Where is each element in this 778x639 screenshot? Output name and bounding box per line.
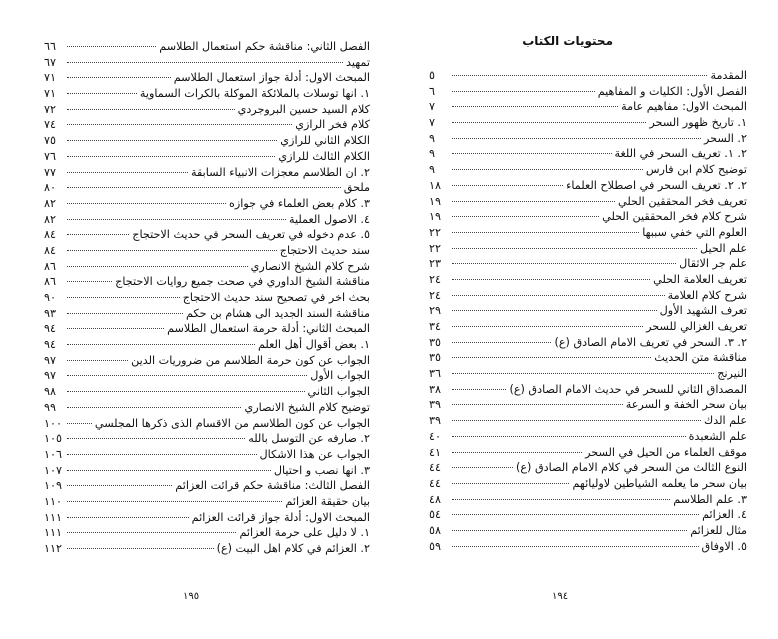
- toc-entry-label: الفصل الثاني: مناقشة حكم استعمال الطلاسم: [159, 40, 370, 53]
- toc-entry-label: ١. انها توسلات بالملائكة الموكلة بالكرات السماوية: [139, 87, 370, 101]
- dot-leader: [67, 407, 241, 408]
- dot-leader: [452, 169, 643, 170]
- toc-entry-label: ٢. ١. تعريف السحر في اللغة: [614, 147, 747, 161]
- toc-entry-label: ملحق: [343, 181, 370, 195]
- toc-entry-label: شرح كلام فخر المحققين الحلي: [602, 210, 747, 224]
- dot-leader: [67, 470, 271, 471]
- toc-entry: [44, 212, 370, 228]
- toc-entry-label: المقدمة: [710, 69, 747, 82]
- toc-entry-page: ٥٨: [429, 523, 442, 537]
- toc-entry: [429, 539, 747, 555]
- dot-leader: [67, 187, 341, 188]
- dot-leader: [67, 140, 277, 141]
- dot-leader: [452, 279, 650, 280]
- toc-entry: [429, 476, 747, 492]
- toc-entry-page: ٩٤: [44, 338, 57, 352]
- toc-entry-label: ٣. انها نصب و احتيال: [273, 463, 370, 477]
- toc-entry-page: ٩: [429, 147, 436, 161]
- toc-entry-page: ٨٢: [44, 212, 57, 226]
- toc-entry: [44, 290, 370, 306]
- toc-entry: [44, 259, 370, 275]
- dot-leader: [67, 156, 275, 157]
- toc-entry-page: ١١١: [44, 526, 63, 540]
- toc-entry-page: ١٩: [429, 194, 442, 208]
- toc-entry-label: توضيح كلام الشيخ الانصاري: [244, 400, 370, 414]
- toc-entry: [44, 227, 370, 243]
- table-of-contents-right: [429, 68, 747, 554]
- toc-entry: [429, 194, 747, 210]
- dot-leader: [67, 109, 235, 110]
- toc-entry-label: ٤. الاصول العملية: [288, 212, 370, 226]
- toc-entry: [429, 350, 747, 366]
- dot-leader: [452, 373, 714, 374]
- toc-entry-page: ٧٧: [44, 165, 57, 179]
- toc-entry: [429, 429, 747, 445]
- toc-entry: [44, 447, 370, 463]
- toc-entry-label: العلوم التي خفي سببها: [642, 225, 747, 239]
- toc-entry: [44, 400, 370, 416]
- toc-entry-page: ٣٩: [429, 414, 442, 428]
- dot-leader: [452, 546, 699, 547]
- dot-leader: [67, 344, 255, 345]
- toc-entry-label: علم الحيل: [700, 241, 747, 255]
- toc-entry-page: ٣٤: [429, 320, 442, 333]
- dot-leader: [452, 514, 699, 515]
- right-page: [389, 0, 778, 639]
- toc-entry-page: ٤١: [429, 445, 442, 459]
- toc-entry: [44, 525, 370, 541]
- toc-entry-page: ١١٢: [44, 542, 63, 555]
- toc-entry: [429, 272, 747, 288]
- toc-entry-page: ٣٥: [429, 335, 442, 349]
- toc-entry: [44, 510, 370, 526]
- toc-entry-label: ٢. ٢. تعريف السحر في اصطلاح العلماء: [566, 178, 747, 192]
- toc-entry: [44, 431, 370, 447]
- toc-entry-label: ٤. العزائم: [702, 508, 747, 522]
- toc-entry: [44, 416, 370, 432]
- toc-entry-page: ٩٧: [44, 353, 57, 367]
- dot-leader: [452, 185, 563, 186]
- toc-entry-page: ٢٩: [429, 304, 442, 318]
- toc-entry: [429, 99, 747, 115]
- toc-entry-page: ١٠٥: [44, 432, 63, 446]
- dot-leader: [452, 138, 701, 139]
- toc-entry-label: علم الدك: [704, 414, 747, 428]
- toc-entry-page: ٩٧: [44, 369, 57, 383]
- toc-entry-label: كلام فخر الرازي: [295, 118, 370, 132]
- toc-entry-label: ٢. صارفه عن التوسل بالله: [248, 432, 370, 446]
- toc-entry: [429, 256, 747, 272]
- toc-entry-page: ٩٨: [44, 385, 57, 399]
- dot-leader: [452, 357, 651, 358]
- dot-leader: [452, 404, 623, 405]
- toc-entry: [44, 321, 370, 337]
- toc-entry: [44, 243, 370, 259]
- dot-leader: [452, 216, 599, 217]
- dot-leader: [67, 93, 137, 94]
- toc-entry-page: ٩٣: [44, 306, 57, 320]
- toc-entry-page: ٤٤: [429, 476, 442, 490]
- toc-entry: [429, 366, 747, 382]
- toc-entry: [44, 384, 370, 400]
- dot-leader: [452, 342, 551, 343]
- toc-entry: [44, 274, 370, 290]
- toc-entry-page: ٣٩: [429, 398, 442, 412]
- toc-entry: [429, 460, 747, 476]
- toc-entry-label: ١. لا دليل على حرمة العزائم: [239, 526, 370, 540]
- toc-entry-label: بيان حقيقة العزائم: [285, 494, 370, 508]
- toc-entry-label: الفصل الثالث: مناقشة حكم قرائت العزائم: [175, 479, 370, 493]
- toc-entry-label: الجواب عن كون الطلاسم من الاقسام الذى ذكرها المجلسي: [94, 416, 370, 430]
- dot-leader: [67, 77, 171, 78]
- toc-entry-label: المصداق الثاني للسحر في حديث الامام الصادق (ع): [509, 382, 747, 396]
- dot-leader: [67, 281, 112, 282]
- dot-leader: [67, 360, 128, 361]
- dot-leader: [67, 454, 257, 455]
- toc-entry: [429, 84, 747, 100]
- dot-leader: [67, 313, 183, 314]
- toc-entry: [429, 68, 747, 84]
- toc-entry-page: ٢٢: [429, 241, 442, 255]
- toc-entry-page: ٨٢: [44, 196, 57, 210]
- toc-entry: [44, 55, 370, 71]
- dot-leader: [67, 375, 307, 376]
- dot-leader: [67, 124, 292, 125]
- toc-entry-page: ١١١: [44, 510, 63, 524]
- toc-entry: [44, 165, 370, 181]
- dot-leader: [452, 310, 657, 311]
- toc-entry-label: الكلام الثالث للرازي: [278, 149, 370, 163]
- toc-entry-label: كلام السيد حسين البروجردي: [237, 102, 370, 116]
- toc-entry: [44, 70, 370, 86]
- dot-leader: [67, 328, 164, 329]
- toc-entry-page: ٦: [429, 84, 436, 98]
- dot-leader: [452, 452, 582, 453]
- toc-entry-label: علم الشعبدة: [688, 429, 747, 443]
- toc-entry: [429, 115, 747, 131]
- toc-entry-label: ١. بعض أقوال أهل العلم: [257, 338, 370, 352]
- toc-entry-page: ١٨: [429, 178, 442, 192]
- toc-entry: [44, 541, 370, 557]
- dot-leader: [67, 423, 92, 424]
- dot-leader: [452, 295, 665, 296]
- toc-entry-page: ٩٩: [44, 400, 57, 414]
- dot-leader: [452, 467, 513, 468]
- dot-leader: [452, 420, 701, 421]
- toc-entry-label: ٥. الاوفاق: [701, 539, 747, 553]
- dot-leader: [67, 219, 286, 220]
- dot-leader: [67, 234, 129, 235]
- toc-entry-label: مناقشة الشيخ الداوري في صحت جميع روايات الاحتجاج: [115, 275, 370, 289]
- toc-entry-page: ٢٣: [429, 257, 442, 271]
- toc-entry: [429, 382, 747, 398]
- toc-entry-page: ٧٥: [44, 134, 57, 148]
- dot-leader: [67, 203, 226, 204]
- toc-entry-label: الجواب عن كون حرمة الطلاسم من ضروريات الدين: [131, 353, 370, 367]
- toc-entry-page: ١٠٧: [44, 463, 63, 477]
- toc-entry-label: تعرف الشهيد الأول: [659, 304, 747, 318]
- dot-leader: [452, 201, 615, 202]
- toc-entry: [429, 523, 747, 539]
- toc-entry: [429, 397, 747, 413]
- page-number-left: ١٩٥: [183, 591, 200, 602]
- toc-entry: [429, 303, 747, 319]
- toc-entry-label: تمهيد: [346, 55, 370, 69]
- dot-leader: [67, 62, 343, 63]
- toc-entry-label: الكلام الثاني للرازي: [280, 134, 370, 148]
- toc-entry-page: ١٩: [429, 210, 442, 224]
- toc-entry: [44, 494, 370, 510]
- toc-entry-label: بيان سحر الخفة و السرعة: [625, 398, 747, 412]
- toc-entry-label: المبحث الثاني: أدلة حرمة استعمال الطلاسم: [167, 322, 370, 336]
- toc-entry-label: مناقشة السند الجديد الى هشام بن حكم: [185, 306, 370, 320]
- dot-leader: [452, 106, 618, 107]
- page-title: محتويات الكتاب: [522, 34, 613, 48]
- dot-leader: [67, 517, 189, 518]
- dot-leader: [452, 153, 612, 154]
- toc-entry-page: ٥٩: [429, 539, 442, 553]
- dot-leader: [67, 548, 214, 549]
- toc-entry-label: ٢. السحر: [703, 131, 747, 145]
- dot-leader: [67, 266, 248, 267]
- toc-entry-page: ٨٦: [44, 275, 57, 289]
- toc-entry-label: المبحث الاول: أدلة جواز قرائت العزائم: [191, 510, 370, 524]
- toc-entry-page: ٨٠: [44, 181, 57, 195]
- toc-entry-page: ١٠٦: [44, 447, 63, 461]
- toc-entry-label: مثال للعزائم: [690, 523, 747, 537]
- dot-leader: [452, 248, 697, 249]
- dot-leader: [452, 530, 687, 531]
- dot-leader: [67, 532, 236, 533]
- page-number-right: ١٩٤: [552, 591, 569, 602]
- toc-entry-page: ٧١: [44, 71, 57, 85]
- dot-leader: [452, 483, 569, 484]
- toc-entry-label: ٢. ان الطلاسم معجزات الانبياء السابقة: [191, 165, 370, 179]
- dot-leader: [67, 172, 188, 173]
- toc-entry: [429, 209, 747, 225]
- dot-leader: [67, 485, 172, 486]
- toc-entry-page: ٣٦: [429, 367, 442, 381]
- toc-entry-page: ٧٦: [44, 149, 57, 163]
- toc-entry-label: ٢. العزائم في كلام اهل البيت (ع): [216, 542, 370, 555]
- toc-entry-label: الجواب الأول: [310, 369, 370, 383]
- toc-entry-label: ١. تاريخ ظهور السحر: [649, 116, 747, 130]
- toc-entry-page: ٥٤: [429, 508, 442, 522]
- toc-entry-label: تعريف فخر المحققين الحلي: [618, 194, 747, 208]
- toc-entry-page: ٩٠: [44, 291, 57, 304]
- toc-entry: [429, 413, 747, 429]
- toc-entry: [429, 225, 747, 241]
- toc-entry-page: ٨٦: [44, 259, 57, 273]
- toc-entry: [429, 241, 747, 257]
- dot-leader: [452, 499, 670, 500]
- toc-entry-page: ١٠٩: [44, 479, 63, 493]
- toc-entry-page: ٧١: [44, 87, 57, 101]
- dot-leader: [452, 326, 643, 327]
- toc-entry-page: ٥: [429, 69, 436, 82]
- dot-leader: [67, 250, 277, 251]
- toc-entry-label: النوع الثالث من السحر في كلام الامام الصادق (ع): [515, 461, 747, 475]
- toc-entry-page: ٤٠: [429, 429, 442, 443]
- toc-entry-page: ١٠٠: [44, 416, 63, 430]
- toc-entry-page: ٢٤: [429, 272, 442, 286]
- toc-entry: [44, 196, 370, 212]
- toc-entry: [429, 162, 747, 178]
- toc-entry: [429, 507, 747, 523]
- dot-leader: [452, 75, 707, 76]
- dot-leader: [452, 389, 506, 390]
- toc-entry-page: ١١٠: [44, 494, 63, 508]
- toc-entry-page: ٨٤: [44, 228, 57, 242]
- dot-leader: [452, 263, 676, 264]
- dot-leader: [452, 232, 639, 233]
- toc-entry-label: المبحث الاول: مفاهيم عامة: [621, 100, 747, 114]
- toc-entry: [44, 102, 370, 118]
- dot-leader: [67, 46, 156, 47]
- dot-leader: [67, 501, 282, 502]
- toc-entry-label: مناقشة متن الحديث: [654, 351, 747, 365]
- dot-leader: [67, 438, 245, 439]
- toc-entry-label: سند حديث الاحتجاج: [279, 243, 370, 257]
- toc-entry-page: ٣٨: [429, 382, 442, 396]
- toc-entry-label: ٣. كلام بعض العلماء في جوازه: [229, 196, 370, 210]
- toc-entry: [429, 288, 747, 304]
- toc-entry-label: ٥. عدم دخوله في تعريف السحر في حديث الاحتجاج: [132, 228, 370, 242]
- toc-entry-page: ٧: [429, 116, 436, 130]
- toc-entry: [44, 149, 370, 165]
- toc-entry: [44, 478, 370, 494]
- toc-entry-label: بحث اخر في تصحيح سند حديث الاحتجاج: [182, 291, 370, 304]
- toc-entry-page: ٧: [429, 100, 436, 114]
- table-of-contents-left: [44, 39, 370, 557]
- toc-entry: [429, 146, 747, 162]
- toc-entry: [44, 86, 370, 102]
- toc-entry-label: المبحث الاول: أدلة جواز استعمال الطلاسم: [173, 71, 370, 85]
- toc-entry: [429, 335, 747, 351]
- toc-entry-page: ٦٧: [44, 55, 57, 69]
- toc-entry: [44, 133, 370, 149]
- toc-entry-page: ٧٢: [44, 102, 57, 116]
- toc-entry-label: علم جر الاثقال: [679, 257, 747, 271]
- toc-entry-page: ٩٤: [44, 322, 57, 336]
- toc-entry: [44, 368, 370, 384]
- toc-entry-page: ٣٥: [429, 351, 442, 365]
- toc-entry-label: الفصل الأول: الكليات و المفاهيم: [597, 84, 747, 98]
- toc-entry-page: ٨٤: [44, 243, 57, 257]
- toc-entry-page: ٢٢: [429, 225, 442, 239]
- toc-entry: [44, 180, 370, 196]
- dot-leader: [452, 436, 686, 437]
- toc-entry: [429, 319, 747, 335]
- dot-leader: [67, 297, 180, 298]
- toc-entry-label: موقف العلماء من الحيل في السحر: [585, 445, 747, 459]
- toc-entry-label: شرح كلام الشيخ الانصاري: [250, 259, 370, 273]
- toc-entry-label: الجواب عن هذا الاشكال: [259, 447, 370, 461]
- toc-entry: [44, 39, 370, 55]
- toc-entry-page: ٢٤: [429, 288, 442, 302]
- toc-entry: [429, 131, 747, 147]
- toc-entry-page: ٤٨: [429, 492, 442, 506]
- toc-entry-label: شرح كلام العلامة: [667, 288, 747, 302]
- dot-leader: [452, 91, 595, 92]
- toc-entry: [44, 353, 370, 369]
- dot-leader: [452, 122, 646, 123]
- toc-entry: [429, 492, 747, 508]
- toc-entry-label: تعريف الغزالي للسحر: [646, 320, 747, 333]
- toc-entry: [44, 306, 370, 322]
- dot-leader: [67, 391, 305, 392]
- toc-entry-page: ٩: [429, 131, 436, 145]
- toc-entry: [429, 178, 747, 194]
- toc-entry-label: بيان سحر ما يعلمه الشياطين لاوليائهم: [572, 476, 747, 490]
- toc-entry-page: ٤٤: [429, 461, 442, 475]
- toc-entry-page: ٦٦: [44, 40, 57, 53]
- toc-entry-label: توضيح كلام ابن فارس: [645, 163, 747, 177]
- toc-entry-label: النيرنج: [717, 367, 747, 381]
- toc-entry-page: ٧٤: [44, 118, 57, 132]
- toc-entry-label: ٢. ٣. السحر في تعريف الامام الصادق (ع): [554, 335, 747, 349]
- toc-entry-label: تعريف العلامة الحلي: [653, 272, 747, 286]
- toc-entry-label: الجواب الثاني: [307, 385, 370, 399]
- toc-entry-page: ٩: [429, 163, 436, 177]
- toc-entry: [44, 117, 370, 133]
- toc-entry: [429, 445, 747, 461]
- toc-entry: [44, 337, 370, 353]
- toc-entry-label: ٣. علم الطلاسم: [673, 492, 747, 506]
- toc-entry: [44, 463, 370, 479]
